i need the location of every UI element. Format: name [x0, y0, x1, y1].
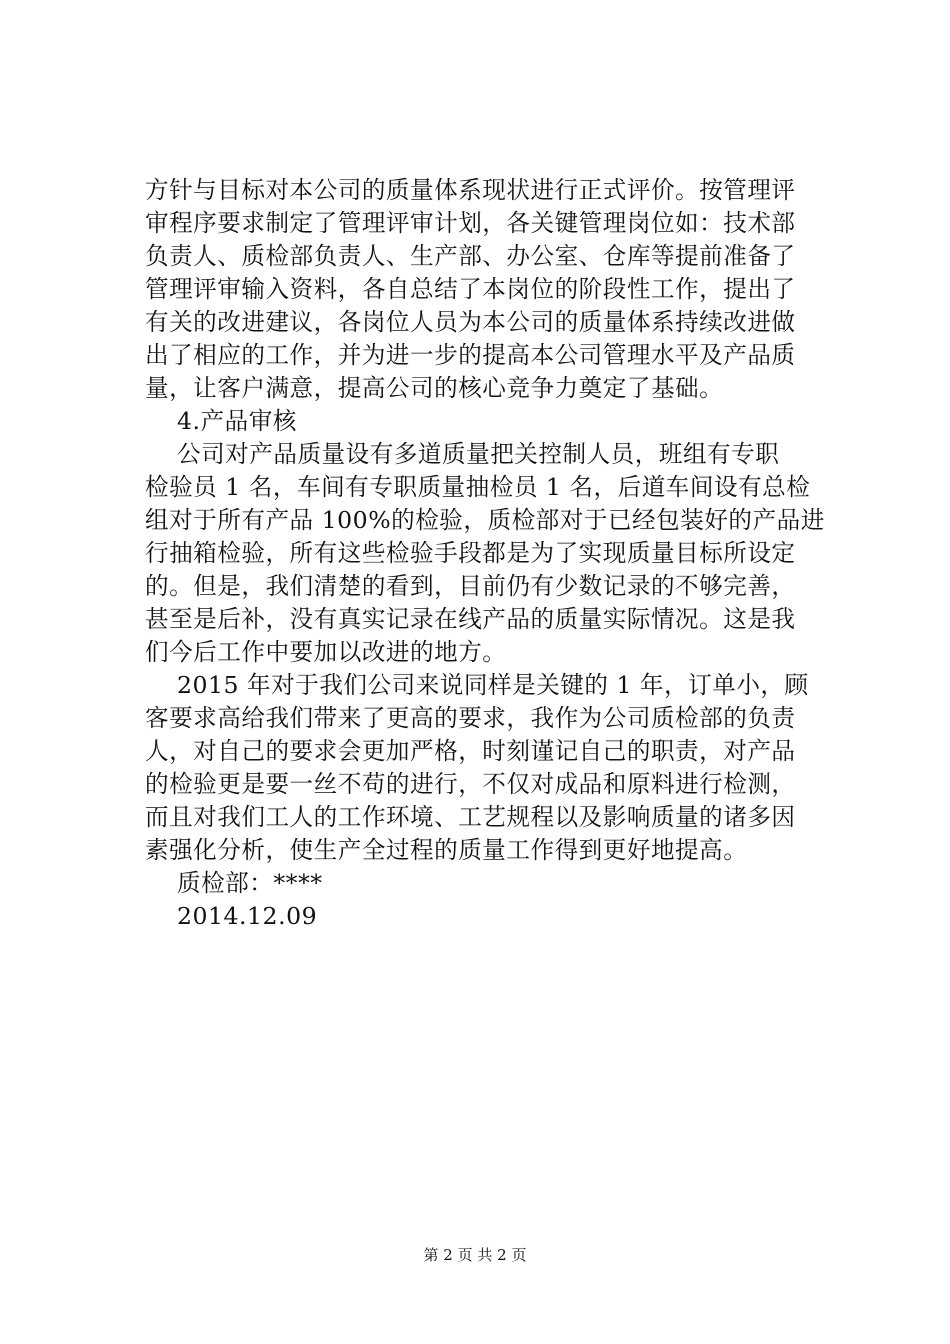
- signature-department: 质检部：****: [177, 869, 323, 897]
- paragraph-2015-outlook: [145, 669, 835, 867]
- signature-date: 2014.12.09: [177, 902, 318, 930]
- text-line: 有关的改进建议，各岗位人员为本公司的质量体系持续改进做: [145, 308, 796, 336]
- text-line: 量，让客户满意，提高公司的核心竞争力奠定了基础。: [145, 374, 724, 402]
- text-line: 组对于所有产品 100%的检验，质检部对于已经包装好的产品进: [145, 506, 825, 534]
- text-line: 检验员 1 名，车间有专职质量抽检员 1 名，后道车间设有总检: [145, 473, 811, 501]
- text-line: 负责人、质检部负责人、生产部、办公室、仓库等提前准备了: [145, 242, 796, 270]
- paragraph-product-audit: [145, 438, 835, 669]
- text-line: 而且对我们工人的工作环境、工艺规程以及影响质量的诸多因: [145, 803, 796, 831]
- text-line: 公司对产品质量设有多道质量把关控制人员，班组有专职: [177, 440, 780, 468]
- text-line: 方针与目标对本公司的质量体系现状进行正式评价。按管理评: [145, 176, 796, 204]
- page-number-footer: 第 2 页 共 2 页: [423, 1246, 527, 1264]
- text-line: 客要求高给我们带来了更高的要求，我作为公司质检部的负责: [145, 704, 796, 732]
- text-line: 审程序要求制定了管理评审计划，各关键管理岗位如：技术部: [145, 209, 796, 237]
- text-line: 的。但是，我们清楚的看到，目前仍有少数记录的不够完善，: [145, 572, 796, 600]
- paragraph-management-review: [145, 174, 835, 405]
- document-body: [145, 174, 835, 933]
- text-line: 2015 年对于我们公司来说同样是关键的 1 年，订单小，顾: [177, 671, 809, 699]
- text-line: 们今后工作中要加以改进的地方。: [145, 638, 507, 666]
- text-line: 出了相应的工作，并为进一步的提高本公司管理水平及产品质: [145, 341, 796, 369]
- text-line: 行抽箱检验，所有这些检验手段都是为了实现质量目标所设定: [145, 539, 796, 567]
- text-line: 素强化分析，使生产全过程的质量工作得到更好地提高。: [145, 836, 748, 864]
- text-line: 人，对自己的要求会更加严格，时刻谨记自己的职责，对产品: [145, 737, 796, 765]
- section-heading-product-audit: 4.产品审核: [177, 407, 297, 435]
- text-line: 甚至是后补，没有真实记录在线产品的质量实际情况。这是我: [145, 605, 796, 633]
- text-line: 管理评审输入资料，各自总结了本岗位的阶段性工作，提出了: [145, 275, 796, 303]
- text-line: 的检验更是要一丝不苟的进行，不仅对成品和原料进行检测，: [145, 770, 796, 798]
